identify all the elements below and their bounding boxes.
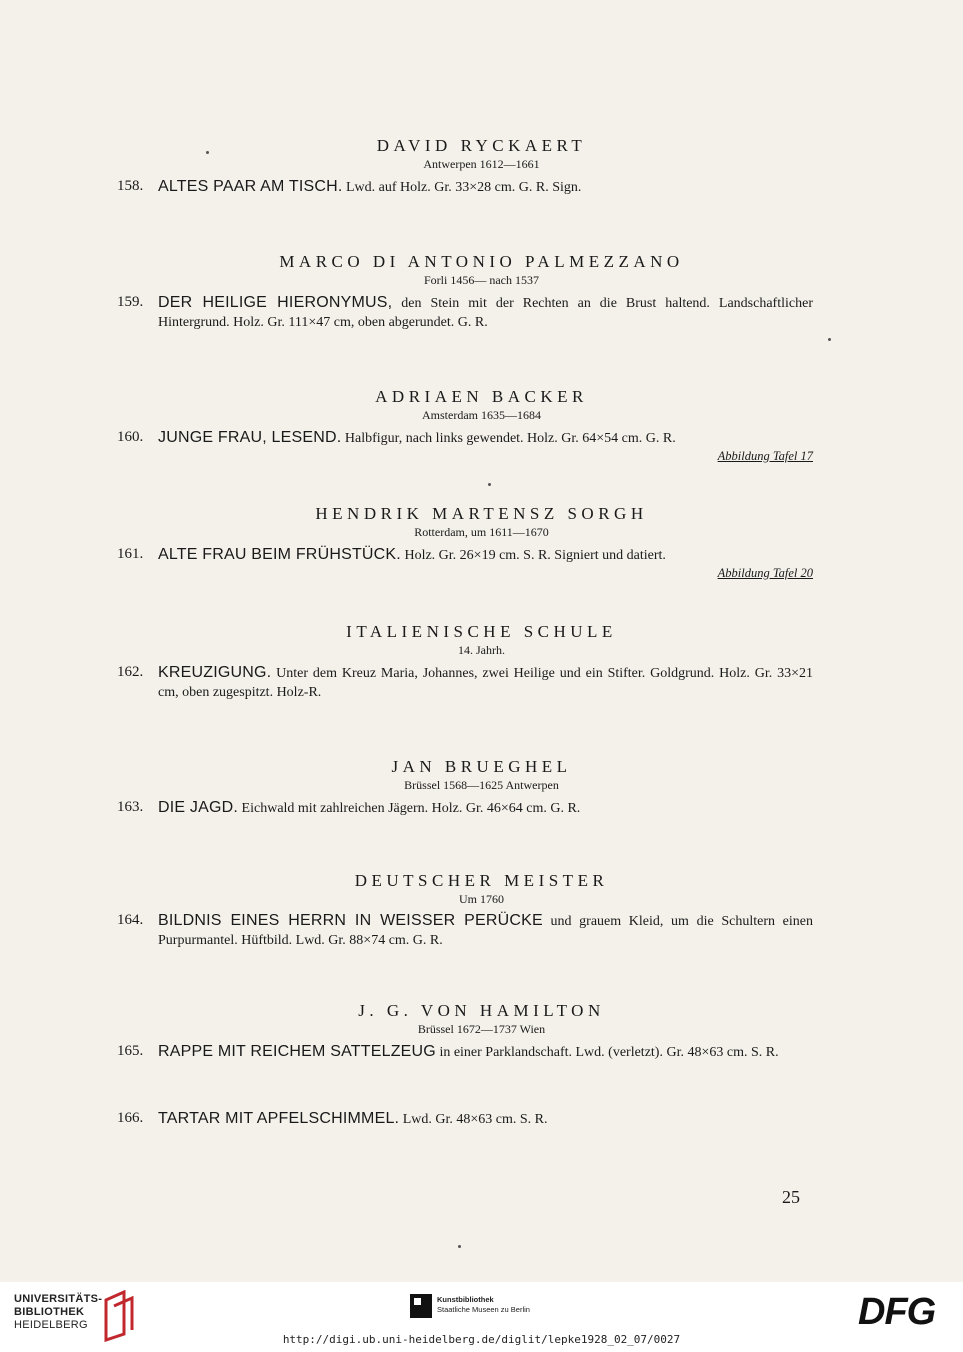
catalog-entry xyxy=(117,911,813,950)
entry-description: Halbfigur, nach links gewendet. Holz. Gr. 64×54 cm. G. R. xyxy=(341,431,676,446)
artist-heading xyxy=(0,387,963,423)
entry-description: und grauem Kleid, um die Schultern einen Purpurmantel. Hüftbild. Lwd. Gr. 88×74 cm. G. R. xyxy=(158,914,813,948)
source-url[interactable]: http://digi.ub.uni-heidelberg.de/diglit/lepke1928_02_07/0027 xyxy=(282,1333,681,1346)
catalog-entry xyxy=(117,177,813,197)
paper-speck xyxy=(488,483,491,486)
entry-text xyxy=(117,177,813,197)
entry-description: Eichwald mit zahlreichen Jägern. Holz. Gr. 46×64 cm. G. R. xyxy=(238,801,581,816)
entry-text xyxy=(117,293,813,332)
paper-speck xyxy=(206,151,209,154)
entry-title: BILDNIS EINES HERRN IN WEISSER PERÜCKE xyxy=(158,912,543,929)
entry-title: JUNGE FRAU, LESEND. xyxy=(158,429,342,446)
entry-title: TARTAR MIT APFELSCHIMMEL. xyxy=(158,1110,400,1127)
artist-life: Brüssel 1672—1737 Wien xyxy=(417,1022,546,1036)
entry-number: 163. xyxy=(117,799,144,815)
entry-text xyxy=(117,545,813,565)
entry-text xyxy=(117,1109,813,1129)
artist-life: Um 1760 xyxy=(459,892,504,906)
entry-number: 164. xyxy=(117,912,144,928)
artist-name: HENDRIK MARTENSZ SORGH xyxy=(315,504,648,523)
artist-heading xyxy=(0,504,963,540)
kunstbibliothek-label xyxy=(437,1295,530,1315)
entry-text xyxy=(117,663,813,702)
entry-description: Lwd. Gr. 48×63 cm. S. R. xyxy=(399,1112,548,1127)
library-logo-text xyxy=(14,1293,102,1332)
artist-name: JAN BRUEGHEL xyxy=(391,757,572,776)
artist-name: ADRIAEN BACKER xyxy=(375,387,588,406)
entry-title: RAPPE MIT REICHEM SATTELZEUG xyxy=(158,1043,436,1060)
artist-life: 14. Jahrh. xyxy=(458,643,505,657)
plate-reference: Abbildung Tafel 20 xyxy=(717,566,813,580)
catalog-entry xyxy=(117,1042,813,1062)
artist-life: Amsterdam 1635—1684 xyxy=(422,408,541,422)
artist-heading xyxy=(0,252,963,288)
artist-life: Rotterdam, um 1611—1670 xyxy=(414,525,549,539)
artist-life: Brüssel 1568—1625 Antwerpen xyxy=(404,778,559,792)
artist-life: Forli 1456— nach 1537 xyxy=(424,273,539,287)
entry-title: KREUZIGUNG. xyxy=(158,664,272,681)
catalog-entry xyxy=(117,293,813,332)
artist-name: DEUTSCHER MEISTER xyxy=(354,871,609,890)
entry-text xyxy=(117,911,813,950)
kb-line: Kunstbibliothek xyxy=(437,1295,494,1304)
library-line: UNIVERSITÄTS- xyxy=(14,1293,103,1305)
artist-name: MARCO DI ANTONIO PALMEZZANO xyxy=(279,252,684,271)
library-line: BIBLIOTHEK xyxy=(14,1306,85,1318)
artist-name: J. G. VON HAMILTON xyxy=(358,1001,605,1020)
entry-title: ALTE FRAU BEIM FRÜHSTÜCK. xyxy=(158,546,401,563)
entry-number: 159. xyxy=(117,294,144,310)
artist-name: ITALIENISCHE SCHULE xyxy=(346,622,617,641)
dfg-logo: DFG xyxy=(858,1291,936,1333)
page-number: 25 xyxy=(782,1187,800,1207)
entry-number: 158. xyxy=(117,178,144,194)
entry-number: 166. xyxy=(117,1110,144,1126)
entry-text xyxy=(117,1042,813,1062)
kb-line: Staatliche Museen zu Berlin xyxy=(437,1305,530,1314)
entry-description: Lwd. auf Holz. Gr. 33×28 cm. G. R. Sign. xyxy=(342,180,582,195)
library-line: HEIDELBERG xyxy=(14,1319,88,1331)
catalog-entry xyxy=(117,428,813,463)
catalog-entry xyxy=(117,663,813,702)
catalog-entry xyxy=(117,1109,813,1129)
artist-heading xyxy=(0,1001,963,1037)
artist-heading xyxy=(0,136,963,172)
entry-number: 160. xyxy=(117,429,144,445)
entry-text xyxy=(117,428,813,448)
entry-title: DIE JAGD. xyxy=(158,799,239,816)
entry-description: in einer Parklandschaft. Lwd. (verletzt). Gr. 48×63 cm. S. R. xyxy=(435,1045,779,1060)
entry-number: 162. xyxy=(117,664,144,680)
entry-description: Unter dem Kreuz Maria, Johannes, zwei Heilige und ein Stifter. Goldgrund. Holz. Gr. 33×21 cm, oben zugespitzt. Holz-R. xyxy=(158,666,813,700)
artist-name: DAVID RYCKAERT xyxy=(376,136,587,155)
entry-description: Holz. Gr. 26×19 cm. S. R. Signiert und datiert. xyxy=(400,548,666,563)
entry-title: ALTES PAAR AM TISCH. xyxy=(158,178,343,195)
entry-description: den Stein mit der Rechten an die Brust haltend. Landschaftlicher Hintergrund. Holz. Gr. 111×47 cm, oben abgerundet. G. R. xyxy=(158,296,813,330)
paper-speck xyxy=(458,1245,461,1248)
artist-heading xyxy=(0,871,963,907)
plate-reference: Abbildung Tafel 17 xyxy=(717,449,813,463)
entry-text xyxy=(117,798,813,818)
entry-title: DER HEILIGE HIERONYMUS, xyxy=(158,294,393,311)
entry-number: 165. xyxy=(117,1043,144,1059)
artist-life: Antwerpen 1612—1661 xyxy=(423,157,540,171)
kunstbibliothek-logo-icon xyxy=(410,1294,432,1318)
paper-speck xyxy=(828,338,831,341)
catalog-entry xyxy=(117,545,813,580)
artist-heading xyxy=(0,622,963,658)
digitization-footer xyxy=(0,1282,963,1352)
entry-number: 161. xyxy=(117,546,144,562)
catalog-entry xyxy=(117,798,813,818)
artist-heading xyxy=(0,757,963,793)
